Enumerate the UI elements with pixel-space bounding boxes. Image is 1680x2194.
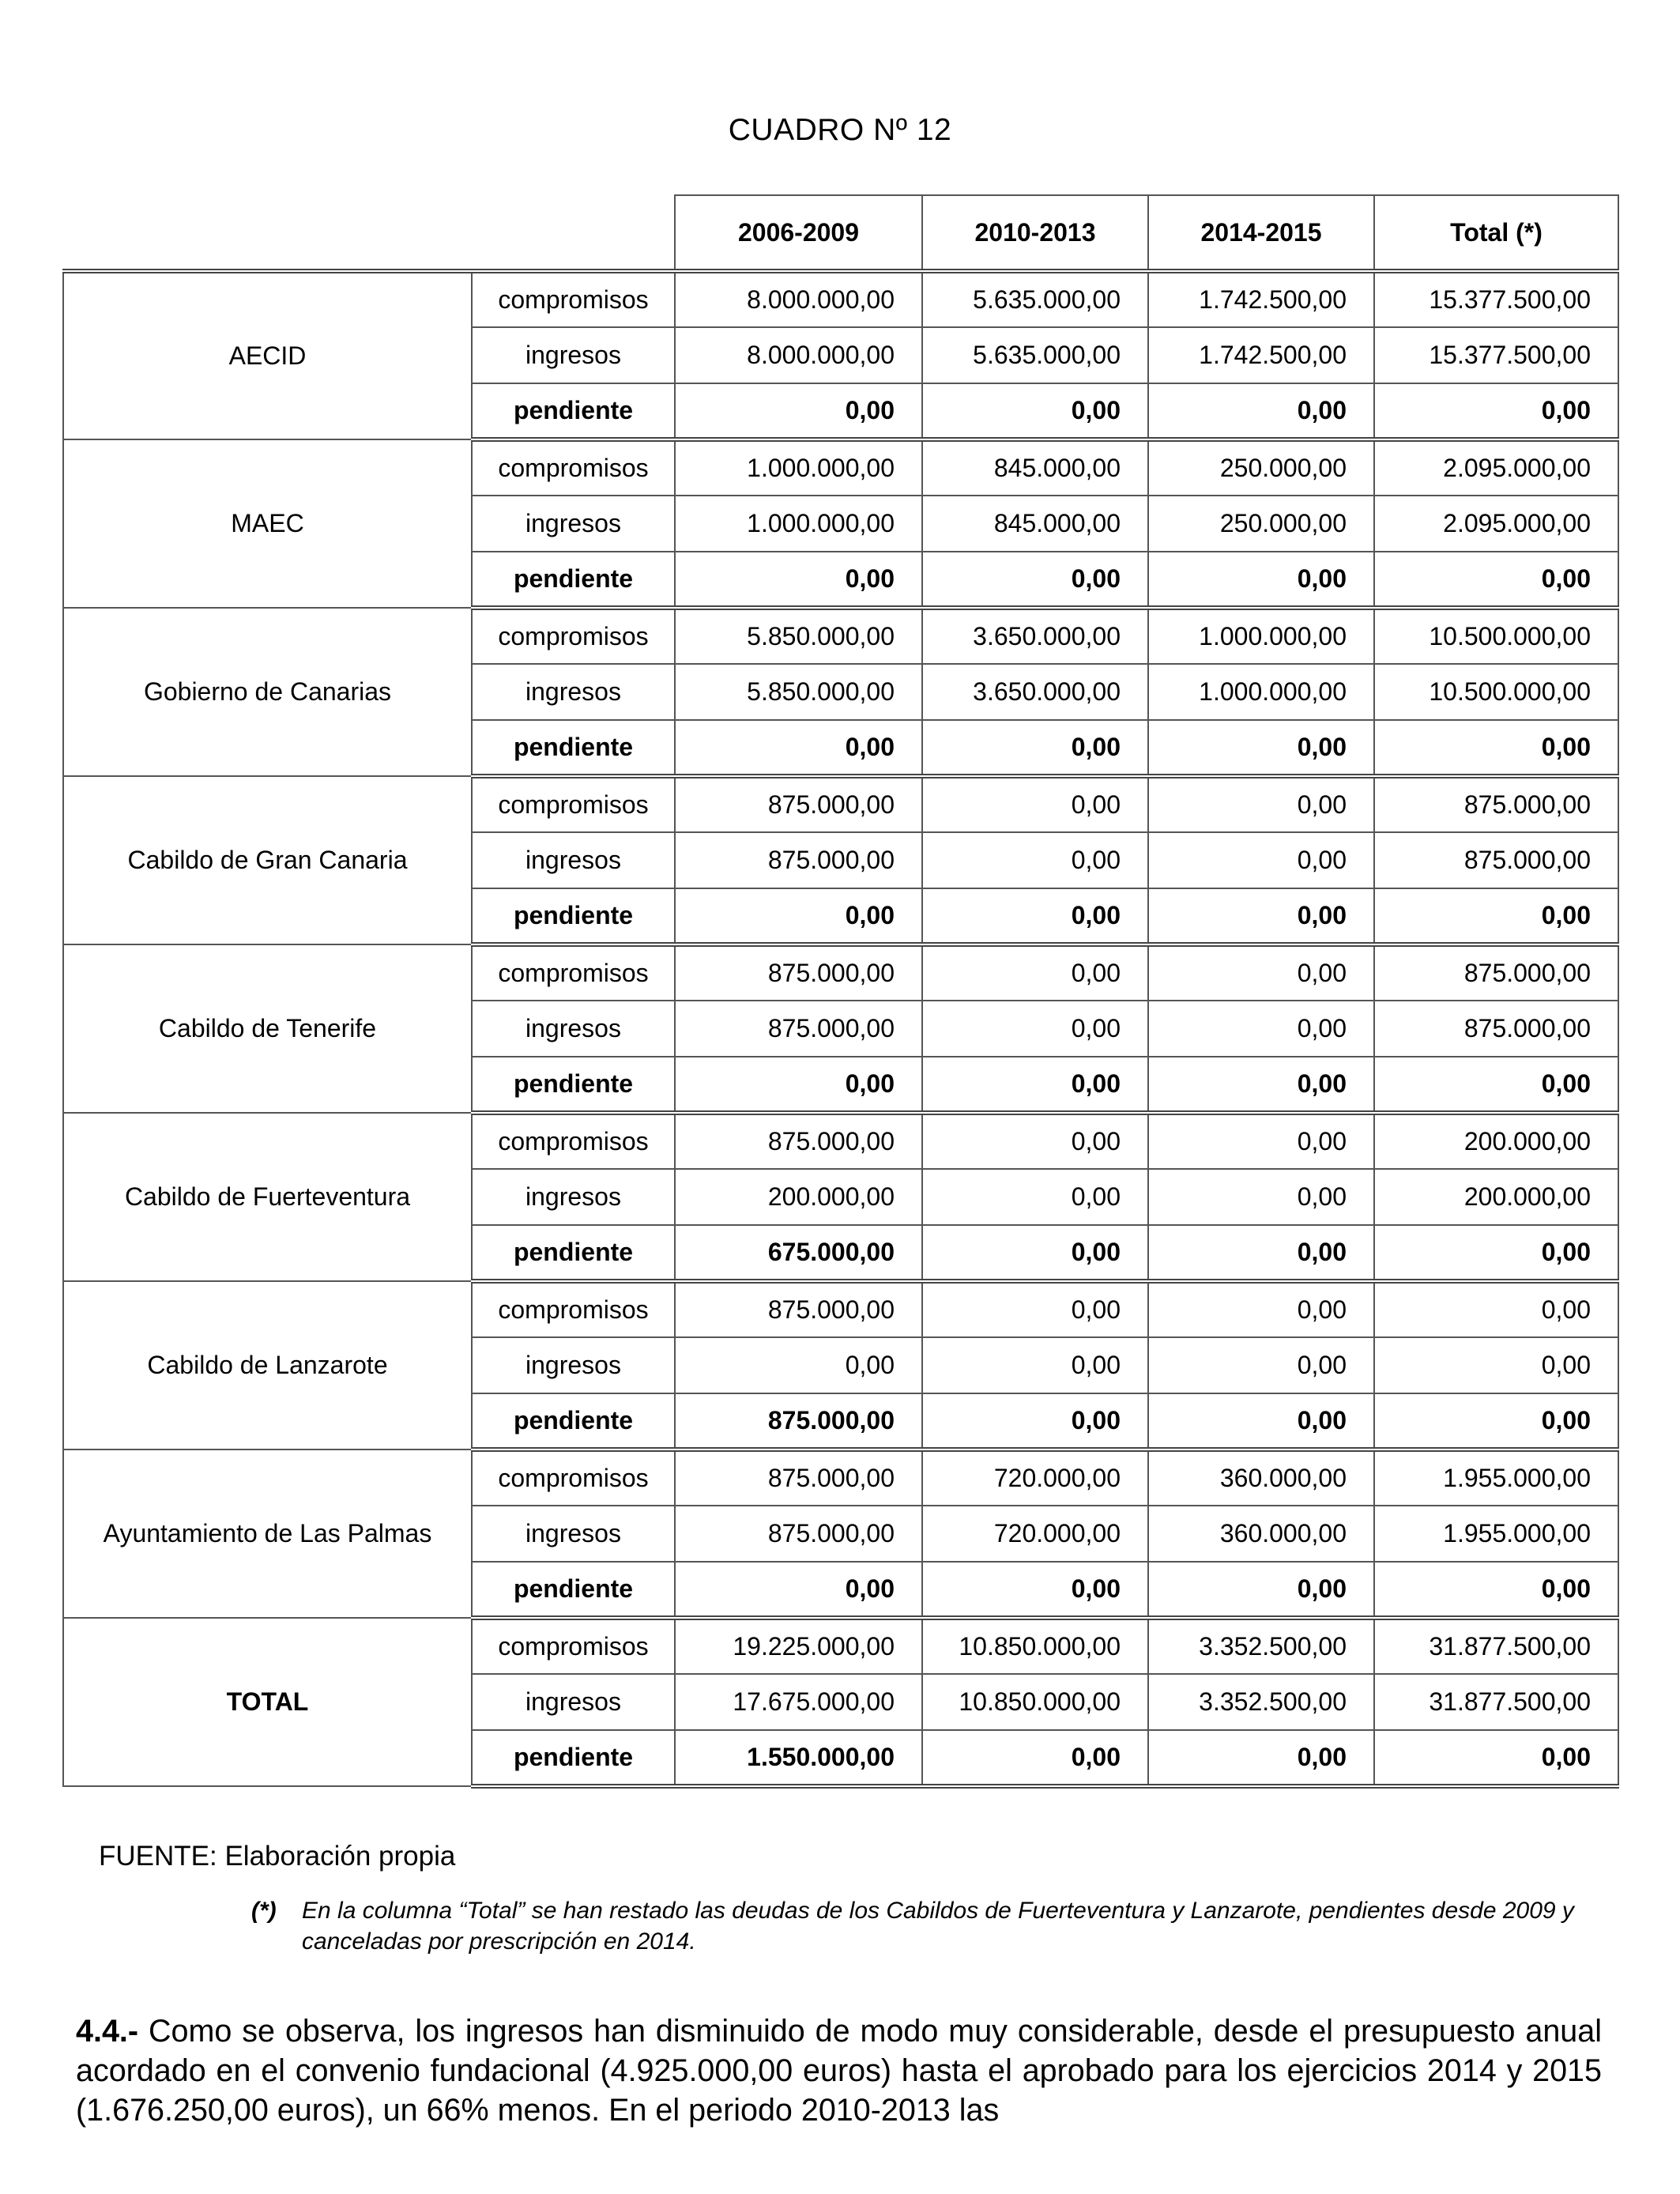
value-cell: 1.742.500,00 (1148, 271, 1374, 327)
footnote-mark: (*) (251, 1898, 277, 1924)
row-label: compromisos (472, 271, 675, 327)
column-header: Total (*) (1374, 195, 1618, 271)
header-blank (63, 195, 675, 271)
row-label: compromisos (472, 944, 675, 1001)
value-cell: 720.000,00 (922, 1449, 1148, 1506)
table-body (63, 271, 1618, 1786)
value-cell: 0,00 (922, 1169, 1148, 1225)
value-cell: 1.000.000,00 (675, 439, 922, 496)
row-label: compromisos (472, 776, 675, 832)
row-label: pendiente (472, 383, 675, 439)
entity-cell: Cabildo de Lanzarote (63, 1281, 472, 1449)
column-header: 2014-2015 (1148, 195, 1374, 271)
row-label: ingresos (472, 1337, 675, 1393)
value-cell: 1.955.000,00 (1374, 1449, 1618, 1506)
row-label: ingresos (472, 832, 675, 888)
value-cell: 0,00 (922, 552, 1148, 608)
value-cell: 0,00 (922, 720, 1148, 776)
value-cell: 0,00 (1148, 720, 1374, 776)
row-label: pendiente (472, 1225, 675, 1281)
value-cell: 1.000.000,00 (1148, 608, 1374, 664)
row-label: compromisos (472, 1618, 675, 1674)
value-cell: 0,00 (1148, 832, 1374, 888)
value-cell: 0,00 (1374, 1393, 1618, 1449)
value-cell: 875.000,00 (1374, 832, 1618, 888)
row-label: compromisos (472, 1449, 675, 1506)
value-cell: 3.650.000,00 (922, 664, 1148, 720)
value-cell: 8.000.000,00 (675, 271, 922, 327)
source-note: FUENTE: Elaboración propia (99, 1841, 456, 1872)
value-cell: 0,00 (1148, 1730, 1374, 1786)
value-cell: 250.000,00 (1148, 439, 1374, 496)
row-label: pendiente (472, 720, 675, 776)
value-cell: 17.675.000,00 (675, 1674, 922, 1730)
entity-cell: Cabildo de Gran Canaria (63, 776, 472, 944)
footnote (253, 1895, 1612, 1957)
value-cell: 2.095.000,00 (1374, 496, 1618, 552)
table-row (63, 944, 1618, 1001)
entity-cell: Cabildo de Fuerteventura (63, 1113, 472, 1281)
table-row (63, 1281, 1618, 1337)
value-cell: 0,00 (1148, 1393, 1374, 1449)
value-cell: 0,00 (922, 383, 1148, 439)
row-label: pendiente (472, 1393, 675, 1449)
table-row (63, 271, 1618, 327)
value-cell: 15.377.500,00 (1374, 327, 1618, 383)
value-cell: 720.000,00 (922, 1506, 1148, 1562)
value-cell: 0,00 (922, 1225, 1148, 1281)
row-label: ingresos (472, 1506, 675, 1562)
value-cell: 10.500.000,00 (1374, 608, 1618, 664)
value-cell: 5.850.000,00 (675, 664, 922, 720)
value-cell: 19.225.000,00 (675, 1618, 922, 1674)
value-cell: 0,00 (1374, 552, 1618, 608)
value-cell: 0,00 (1374, 1225, 1618, 1281)
value-cell: 10.850.000,00 (922, 1674, 1148, 1730)
value-cell: 875.000,00 (675, 1393, 922, 1449)
entity-cell: AECID (63, 271, 472, 439)
row-label: ingresos (472, 1001, 675, 1057)
value-cell: 0,00 (1148, 1281, 1374, 1337)
value-cell: 0,00 (1148, 1001, 1374, 1057)
value-cell: 360.000,00 (1148, 1506, 1374, 1562)
column-header: 2006-2009 (675, 195, 922, 271)
value-cell: 200.000,00 (1374, 1113, 1618, 1169)
entity-cell: MAEC (63, 439, 472, 608)
value-cell: 250.000,00 (1148, 496, 1374, 552)
table-row (63, 776, 1618, 832)
value-cell: 0,00 (1148, 552, 1374, 608)
value-cell: 0,00 (1374, 1057, 1618, 1113)
entity-cell: Cabildo de Tenerife (63, 944, 472, 1113)
value-cell: 875.000,00 (675, 1113, 922, 1169)
value-cell: 0,00 (1148, 776, 1374, 832)
value-cell: 3.650.000,00 (922, 608, 1148, 664)
row-label: pendiente (472, 1562, 675, 1618)
footnote-text: En la columna “Total” se han restado las deudas de los Cabildos de Fuerteventura y Lanzarote, pendientes desde 2009 y canceladas por prescripción en 2014. (302, 1898, 1574, 1955)
value-cell: 15.377.500,00 (1374, 271, 1618, 327)
value-cell: 0,00 (922, 1730, 1148, 1786)
value-cell: 5.635.000,00 (922, 327, 1148, 383)
body-paragraph (76, 2011, 1602, 2130)
value-cell: 0,00 (1148, 1225, 1374, 1281)
row-label: ingresos (472, 496, 675, 552)
value-cell: 0,00 (922, 944, 1148, 1001)
value-cell: 1.550.000,00 (675, 1730, 922, 1786)
value-cell: 0,00 (922, 1337, 1148, 1393)
entity-cell: Gobierno de Canarias (63, 608, 472, 776)
value-cell: 0,00 (1374, 1562, 1618, 1618)
value-cell: 845.000,00 (922, 439, 1148, 496)
table-row (63, 608, 1618, 664)
value-cell: 0,00 (1374, 1730, 1618, 1786)
value-cell: 0,00 (922, 1562, 1148, 1618)
value-cell: 875.000,00 (1374, 944, 1618, 1001)
paragraph-text: Como se observa, los ingresos han disminuido de modo muy considerable, desde el presupuesto anual acordado en el convenio fundacional (4.925.000,00 euros) hasta el aprobado para los ejercicios 2014 y 2015 (1.676.250,00 euros), un 66% menos. En el periodo 2010-2013 las (76, 2014, 1603, 2128)
value-cell: 0,00 (1148, 383, 1374, 439)
value-cell: 1.742.500,00 (1148, 327, 1374, 383)
value-cell: 5.635.000,00 (922, 271, 1148, 327)
row-label: compromisos (472, 439, 675, 496)
row-label: compromisos (472, 1281, 675, 1337)
value-cell: 0,00 (1148, 888, 1374, 944)
table-row (63, 1618, 1618, 1674)
value-cell: 0,00 (675, 1337, 922, 1393)
row-label: pendiente (472, 1057, 675, 1113)
value-cell: 875.000,00 (675, 776, 922, 832)
value-cell: 0,00 (1148, 1562, 1374, 1618)
value-cell: 0,00 (675, 888, 922, 944)
value-cell: 875.000,00 (1374, 1001, 1618, 1057)
value-cell: 0,00 (922, 1057, 1148, 1113)
value-cell: 0,00 (922, 832, 1148, 888)
value-cell: 1.955.000,00 (1374, 1506, 1618, 1562)
value-cell: 3.352.500,00 (1148, 1618, 1374, 1674)
value-cell: 2.095.000,00 (1374, 439, 1618, 496)
row-label: pendiente (472, 1730, 675, 1786)
table-header-row (63, 195, 1618, 271)
value-cell: 0,00 (675, 1057, 922, 1113)
value-cell: 0,00 (922, 888, 1148, 944)
table-title: CUADRO Nº 12 (728, 113, 952, 147)
table-row (63, 1449, 1618, 1506)
value-cell: 1.000.000,00 (675, 496, 922, 552)
value-cell: 0,00 (1374, 1337, 1618, 1393)
financial-table (62, 194, 1619, 1789)
value-cell: 875.000,00 (675, 1449, 922, 1506)
value-cell: 875.000,00 (675, 1506, 922, 1562)
value-cell: 845.000,00 (922, 496, 1148, 552)
value-cell: 0,00 (922, 1281, 1148, 1337)
value-cell: 0,00 (1148, 1113, 1374, 1169)
value-cell: 200.000,00 (1374, 1169, 1618, 1225)
value-cell: 0,00 (1148, 944, 1374, 1001)
row-label: pendiente (472, 888, 675, 944)
value-cell: 31.877.500,00 (1374, 1674, 1618, 1730)
value-cell: 0,00 (1374, 720, 1618, 776)
row-label: pendiente (472, 552, 675, 608)
value-cell: 200.000,00 (675, 1169, 922, 1225)
value-cell: 675.000,00 (675, 1225, 922, 1281)
value-cell: 1.000.000,00 (1148, 664, 1374, 720)
value-cell: 875.000,00 (675, 1281, 922, 1337)
value-cell: 0,00 (1374, 1281, 1618, 1337)
paragraph-number: 4.4.- (76, 2014, 139, 2049)
value-cell: 5.850.000,00 (675, 608, 922, 664)
value-cell: 0,00 (1148, 1169, 1374, 1225)
row-label: ingresos (472, 1674, 675, 1730)
entity-cell: TOTAL (63, 1618, 472, 1786)
row-label: compromisos (472, 1113, 675, 1169)
value-cell: 0,00 (1374, 888, 1618, 944)
value-cell: 0,00 (922, 1113, 1148, 1169)
column-header: 2010-2013 (922, 195, 1148, 271)
row-label: compromisos (472, 608, 675, 664)
value-cell: 0,00 (1148, 1337, 1374, 1393)
row-label: ingresos (472, 664, 675, 720)
value-cell: 0,00 (675, 383, 922, 439)
value-cell: 0,00 (922, 776, 1148, 832)
value-cell: 360.000,00 (1148, 1449, 1374, 1506)
value-cell: 875.000,00 (1374, 776, 1618, 832)
row-label: ingresos (472, 327, 675, 383)
value-cell: 0,00 (922, 1001, 1148, 1057)
table-row (63, 439, 1618, 496)
value-cell: 0,00 (1148, 1057, 1374, 1113)
row-label: ingresos (472, 1169, 675, 1225)
value-cell: 0,00 (675, 1562, 922, 1618)
value-cell: 0,00 (675, 552, 922, 608)
value-cell: 0,00 (922, 1393, 1148, 1449)
value-cell: 3.352.500,00 (1148, 1674, 1374, 1730)
value-cell: 875.000,00 (675, 944, 922, 1001)
value-cell: 0,00 (1374, 383, 1618, 439)
value-cell: 8.000.000,00 (675, 327, 922, 383)
value-cell: 31.877.500,00 (1374, 1618, 1618, 1674)
table-row (63, 1113, 1618, 1169)
value-cell: 10.500.000,00 (1374, 664, 1618, 720)
entity-cell: Ayuntamiento de Las Palmas (63, 1449, 472, 1618)
value-cell: 10.850.000,00 (922, 1618, 1148, 1674)
value-cell: 875.000,00 (675, 832, 922, 888)
value-cell: 875.000,00 (675, 1001, 922, 1057)
value-cell: 0,00 (675, 720, 922, 776)
